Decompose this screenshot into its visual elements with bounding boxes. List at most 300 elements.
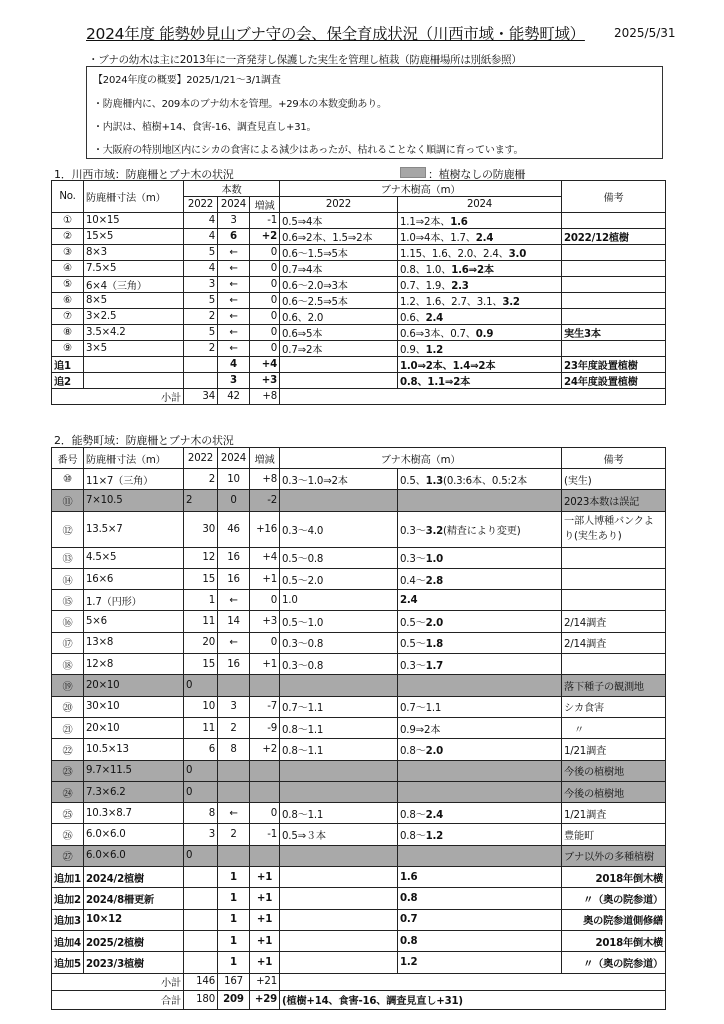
cell-change: 0 [250,277,280,293]
cell-height-2024 [398,568,562,589]
table-row [52,389,666,405]
height-text: 0.8、1.0、 [400,265,452,276]
table-row [52,803,666,824]
cell-height-2022: 0.6⇒5本 [280,325,398,341]
cell-height-2024 [398,675,562,696]
cell-count-2024 [218,781,250,802]
cell-remarks [562,341,666,357]
cell-no: 追加2 [52,888,84,909]
cell-change [250,760,280,781]
height-max: 1.0 [425,554,444,566]
cell-remarks: 1/21調査 [562,739,666,760]
header-height: ブナ木樹高（m） [280,181,562,197]
cell-remarks [562,245,666,261]
cell-no: ⑮ [52,590,84,611]
cell-no: ⑦ [52,309,84,325]
cell-count-2022: 10 [184,696,218,717]
cell-count-2022: 5 [184,293,218,309]
table-row [52,696,666,717]
cell-no: ⑳ [52,696,84,717]
cell-size: 10×15 [84,213,184,229]
cell-no: ⑭ [52,568,84,589]
cell-count-2022: 2 [184,309,218,325]
cell-height-2022 [280,867,398,888]
table-row [52,229,666,245]
cell-remarks: 2018年倒木横 [562,867,666,888]
cell-count-2022: 4 [184,229,218,245]
cell-count-2022: 0 [184,675,218,696]
table-row [52,357,666,373]
table-row [52,867,666,888]
cell-count-2022: 2 [184,490,218,511]
cell-change: -2 [250,490,280,511]
cell-count-2024: 2 [218,824,250,845]
cell-count-2022: 15 [184,568,218,589]
height-text: 1.2、1.6、2.7、3.1、 [400,297,503,308]
table-row [52,654,666,675]
cell-count-2024: 2 [218,717,250,738]
cell-remarks: (実生) [562,469,666,490]
cell-count-2024: 6 [218,229,250,245]
cell-no: ㉔ [52,781,84,802]
cell-count-2024: 4 [218,357,250,373]
cell-count-2022 [184,930,218,951]
total-change: +29 [250,990,280,1009]
cell-height-2022: 0.8～1.1 [280,739,398,760]
header-2024: 2024 [218,448,250,469]
cell-count-2024 [218,760,250,781]
cell-size: 10×12 [84,909,184,930]
cell-remarks [562,293,666,309]
cell-height-2022: 0.5～1.0 [280,611,398,632]
height-text: 0.5、 [400,475,426,487]
table-row [52,973,666,990]
cell-size: 20×10 [84,675,184,696]
cell-change: +1 [250,952,280,973]
cell-height-2022: 0.5～2.0 [280,568,398,589]
cell-count-2022: 1 [184,590,218,611]
cell-no: ⑧ [52,325,84,341]
cell-height-2022 [280,909,398,930]
cell-height-2024 [398,760,562,781]
cell-height-2024 [398,547,562,568]
height-note: (0.3:6本、0.5:2本 [443,475,528,487]
cell-count-2022: 6 [184,739,218,760]
cell-height-2022: 0.3～1.0⇒2本 [280,469,398,490]
cell-height-2024 [398,511,562,547]
table-row [52,845,666,866]
cell-size: 4.5×5 [84,547,184,568]
page-title: 2024年度 能勢妙見山ブナ守の会、保全育成状況（川西市域・能勢町域） [86,25,585,43]
cell-count-2022: 15 [184,654,218,675]
table-row [52,611,666,632]
cell-change [250,781,280,802]
height-max: 1.2 [425,345,444,356]
height-text: 1.1⇒2本、 [400,217,451,228]
document-date: 2025/5/31 [614,26,676,40]
cell-height-2022 [280,490,398,511]
cell-count-2024: 8 [218,739,250,760]
cell-count-2024: ← [218,325,250,341]
cell-no: 追1 [52,357,84,373]
height-max: 2.4 [425,313,444,324]
height-max: 3.2 [425,525,444,537]
cell-count-2022: 8 [184,803,218,824]
height-text: 0.3～ [400,525,426,537]
cell-change: +4 [250,547,280,568]
cell-remarks [562,590,666,611]
subtotal-2024: 42 [218,389,250,405]
cell-count-2022: 0 [184,760,218,781]
table-row [52,568,666,589]
summary-line: ・防鹿柵内に、209本のブナ幼木を管理。+29本の本数変動あり。 [93,99,387,110]
height-text: 0.3～ [400,660,426,672]
cell-size: 2023/3植樹 [84,952,184,973]
table-row [52,309,666,325]
cell-height-2022 [280,373,398,389]
cell-count-2024: ← [218,309,250,325]
cell-size: 7.3×6.2 [84,781,184,802]
cell-no: ㉓ [52,760,84,781]
cell-count-2022: 11 [184,717,218,738]
cell-height-2024 [398,803,562,824]
cell-no: ㉖ [52,824,84,845]
height-text: 0.6、 [400,313,426,324]
cell-count-2024: ← [218,261,250,277]
height-text: 0.5～ [400,618,426,630]
cell-count-2022 [184,357,218,373]
cell-remarks: 奥の院参道側修繕 [562,909,666,930]
cell-no: ⑨ [52,341,84,357]
cell-height-2022 [280,952,398,973]
cell-height-2024: 1.2 [398,952,562,973]
legend-label: ：植樹なしの防鹿柵 [428,168,526,181]
cell-size: 13.5×7 [84,511,184,547]
cell-height-2024 [398,309,562,325]
table-row [52,990,666,1009]
cell-size: 16×6 [84,568,184,589]
cell-count-2022: 20 [184,632,218,653]
cell-change: 0 [250,293,280,309]
table-row [52,277,666,293]
cell-count-2024: ← [218,341,250,357]
cell-height-2024 [398,717,562,738]
cell-remarks: 豊能町 [562,824,666,845]
cell-remarks: ブナ以外の多種植樹 [562,845,666,866]
cell-no: ② [52,229,84,245]
height-max: 3.0 [508,249,527,260]
summary-box [86,66,663,159]
height-text: 1.15、1.6、2.0、2.4、 [400,249,509,260]
subtotal-2022: 146 [184,973,218,990]
header-no: No. [52,181,84,213]
empty-cell [280,389,666,405]
cell-count-2022: 2 [184,469,218,490]
cell-height-2022: 0.8～1.1 [280,717,398,738]
legend-gray-swatch [400,167,426,178]
cell-count-2024: ← [218,277,250,293]
cell-size: 11×7（三角） [84,469,184,490]
height-max: 2.4 [400,594,418,606]
table-row [52,909,666,930]
cell-remarks: 一部人博種バンクより(実生あり) [562,511,666,547]
subtotal-change: +21 [250,973,280,990]
height-text: 0.7～1.1 [400,703,442,715]
height-max: 2.3 [451,281,469,292]
summary-line: ・大阪府の特別地区内にシカの食害による減少はあったが、枯れることなく順調に育っています。 [93,145,524,156]
cell-change: +3 [250,373,280,389]
cell-height-2022 [280,845,398,866]
subtotal-label: 小計 [52,973,184,990]
cell-change: +2 [250,739,280,760]
height-text: 0.5～ [400,639,426,651]
total-detail: (植樹+14、食害-16、調査見直し+31) [280,990,666,1009]
cell-change: 0 [250,632,280,653]
cell-no: ㉕ [52,803,84,824]
cell-size: 2024/8柵更新 [84,888,184,909]
header-size: 防鹿柵寸法（m） [84,181,184,213]
header-remarks: 備考 [562,181,666,213]
cell-change: -1 [250,213,280,229]
table-row [52,490,666,511]
height-max: 3.2 [502,297,520,308]
cell-remarks: 23年度設置植樹 [562,357,666,373]
cell-count-2024: 1 [218,952,250,973]
cell-height-2024 [398,632,562,653]
cell-no: 追2 [52,373,84,389]
cell-remarks: 〃 [562,717,666,738]
table-row [52,952,666,973]
table-row [52,675,666,696]
cell-change: +2 [250,229,280,245]
cell-remarks [562,277,666,293]
table-row [52,325,666,341]
cell-change: 0 [250,341,280,357]
cell-count-2024: 16 [218,547,250,568]
cell-count-2024: 1 [218,888,250,909]
cell-remarks: 1/21調査 [562,803,666,824]
cell-size: 20×10 [84,717,184,738]
cell-remarks: 2022/12植樹 [562,229,666,245]
table-row [52,511,666,547]
cell-size: 2024/2植樹 [84,867,184,888]
header-height: ブナ木樹高（m） [280,448,562,469]
header-2022: 2022 [184,448,218,469]
cell-count-2024: 16 [218,568,250,589]
cell-remarks: シカ食害 [562,696,666,717]
height-max: 1.6 [450,217,468,228]
cell-remarks: 今後の植樹地 [562,760,666,781]
cell-count-2022: 0 [184,781,218,802]
cell-height-2022: 0.8～1.1 [280,803,398,824]
cell-remarks: 2018年倒木横 [562,930,666,951]
cell-size: 7×10.5 [84,490,184,511]
cell-count-2024 [218,675,250,696]
cell-height-2022: 0.5～0.8 [280,547,398,568]
section1-title: 1．川西市域：防鹿柵とブナ木の状況 [54,168,234,181]
height-text: 1.0⇒4本、1.7、 [400,233,476,244]
cell-height-2024 [398,824,562,845]
cell-count-2024: 16 [218,654,250,675]
height-max: 1.0⇒2本、1.4⇒2本 [400,361,496,372]
cell-change: +1 [250,888,280,909]
cell-remarks: 2/14調査 [562,611,666,632]
cell-size: 5×6 [84,611,184,632]
total-2022: 180 [184,990,218,1009]
table-row [52,373,666,389]
cell-height-2022: 0.6～2.0⇒3本 [280,277,398,293]
height-max: 1.8 [425,639,444,651]
cell-height-2022 [280,760,398,781]
height-text: 0.9、 [400,345,426,356]
cell-no: ⑯ [52,611,84,632]
cell-count-2024: 14 [218,611,250,632]
height-max: 2.0 [425,618,444,630]
cell-remarks: 今後の植樹地 [562,781,666,802]
cell-height-2024 [398,781,562,802]
cell-size: 12×8 [84,654,184,675]
height-max: 2.4 [425,809,444,821]
height-text: 0.7、1.9、 [400,281,452,292]
cell-size: 10.5×13 [84,739,184,760]
cell-remarks: 〃（奥の院参道） [562,952,666,973]
intro-note: ・ブナの幼木は主に2013年に一斉発芽し保護した実生を管理し植栽（防鹿柵場所は別紙参照） [88,54,522,66]
cell-height-2022: 1.0 [280,590,398,611]
table-row [52,261,666,277]
section2-title: 2．能勢町域：防鹿柵とブナ木の状況 [54,434,234,447]
cell-height-2024 [398,845,562,866]
cell-remarks [562,654,666,675]
height-max: 1.2 [425,831,444,843]
cell-count-2024: 3 [218,213,250,229]
cell-height-2024 [398,696,562,717]
cell-remarks [562,568,666,589]
cell-change: -1 [250,824,280,845]
cell-height-2024 [398,739,562,760]
cell-height-2022 [280,930,398,951]
total-label: 合計 [52,990,184,1009]
cell-size: 3.5×4.2 [84,325,184,341]
cell-size [84,357,184,373]
table-row [52,590,666,611]
height-text: 0.6⇒3本、0.7、 [400,329,476,340]
total-2024: 209 [218,990,250,1009]
height-text: 0.3～ [400,554,426,566]
cell-count-2022 [184,952,218,973]
cell-change: +1 [250,930,280,951]
cell-no: 追加1 [52,867,84,888]
table-row [52,888,666,909]
cell-count-2024: ← [218,590,250,611]
cell-remarks: 24年度設置植樹 [562,373,666,389]
height-max: 2.8 [425,575,444,587]
header-size: 防鹿柵寸法（m） [84,448,184,469]
cell-count-2024: 1 [218,867,250,888]
cell-height-2024 [398,277,562,293]
cell-height-2022: 0.7⇒2本 [280,341,398,357]
cell-count-2022 [184,867,218,888]
cell-count-2022: 4 [184,261,218,277]
cell-change [250,845,280,866]
cell-remarks: 落下種子の観測地 [562,675,666,696]
cell-count-2022: 5 [184,245,218,261]
header-count: 本数 [184,181,280,197]
cell-size: 10.3×8.7 [84,803,184,824]
cell-remarks [562,309,666,325]
cell-no: ⑲ [52,675,84,696]
cell-size: 30×10 [84,696,184,717]
cell-count-2024: ← [218,293,250,309]
cell-change: +16 [250,511,280,547]
cell-remarks: 〃（奥の院参道） [562,888,666,909]
cell-remarks [562,261,666,277]
height-max: 1.6⇒2本 [451,265,494,276]
subtotal-change: +8 [250,389,280,405]
cell-change: 0 [250,590,280,611]
height-max: 2.4 [475,233,494,244]
cell-remarks: 2023本数は誤記 [562,490,666,511]
cell-height-2022 [280,888,398,909]
cell-count-2022 [184,888,218,909]
cell-height-2024 [398,245,562,261]
empty-cell [280,973,666,990]
cell-size: 6.0×6.0 [84,845,184,866]
cell-no: ㉒ [52,739,84,760]
header-change: 増減 [250,197,280,213]
cell-height-2024 [398,611,562,632]
header-change: 増減 [250,448,280,469]
table-row [52,213,666,229]
subtotal-2024: 167 [218,973,250,990]
table-row [52,245,666,261]
cell-height-2024: 0.8 [398,888,562,909]
cell-count-2024: 0 [218,490,250,511]
cell-count-2022: 3 [184,277,218,293]
cell-remarks [562,547,666,568]
cell-height-2022: 0.5⇒4本 [280,213,398,229]
cell-no: ③ [52,245,84,261]
header-no: 番号 [52,448,84,469]
cell-change: 0 [250,261,280,277]
height-max: 0.9 [475,329,494,340]
table-row [52,781,666,802]
cell-change: 0 [250,803,280,824]
subtotal-2022: 34 [184,389,218,405]
cell-size: 9.7×11.5 [84,760,184,781]
cell-count-2024: ← [218,632,250,653]
cell-no: ⑤ [52,277,84,293]
subtotal-label: 小計 [52,389,184,405]
kawanishi-table [51,180,666,405]
cell-no: ① [52,213,84,229]
height-text: 0.4～ [400,575,426,587]
height-max: 2.0 [425,745,444,757]
cell-height-2024 [398,341,562,357]
cell-size: 3×2.5 [84,309,184,325]
cell-count-2022: 2 [184,341,218,357]
cell-count-2022: 11 [184,611,218,632]
cell-height-2024 [398,261,562,277]
cell-no: ⑱ [52,654,84,675]
cell-change [250,675,280,696]
table-row [52,760,666,781]
cell-size: 8×3 [84,245,184,261]
table-row [52,181,666,197]
cell-count-2024 [218,845,250,866]
cell-size: 8×5 [84,293,184,309]
cell-height-2022 [280,675,398,696]
cell-height-2022: 0.3～0.8 [280,654,398,675]
